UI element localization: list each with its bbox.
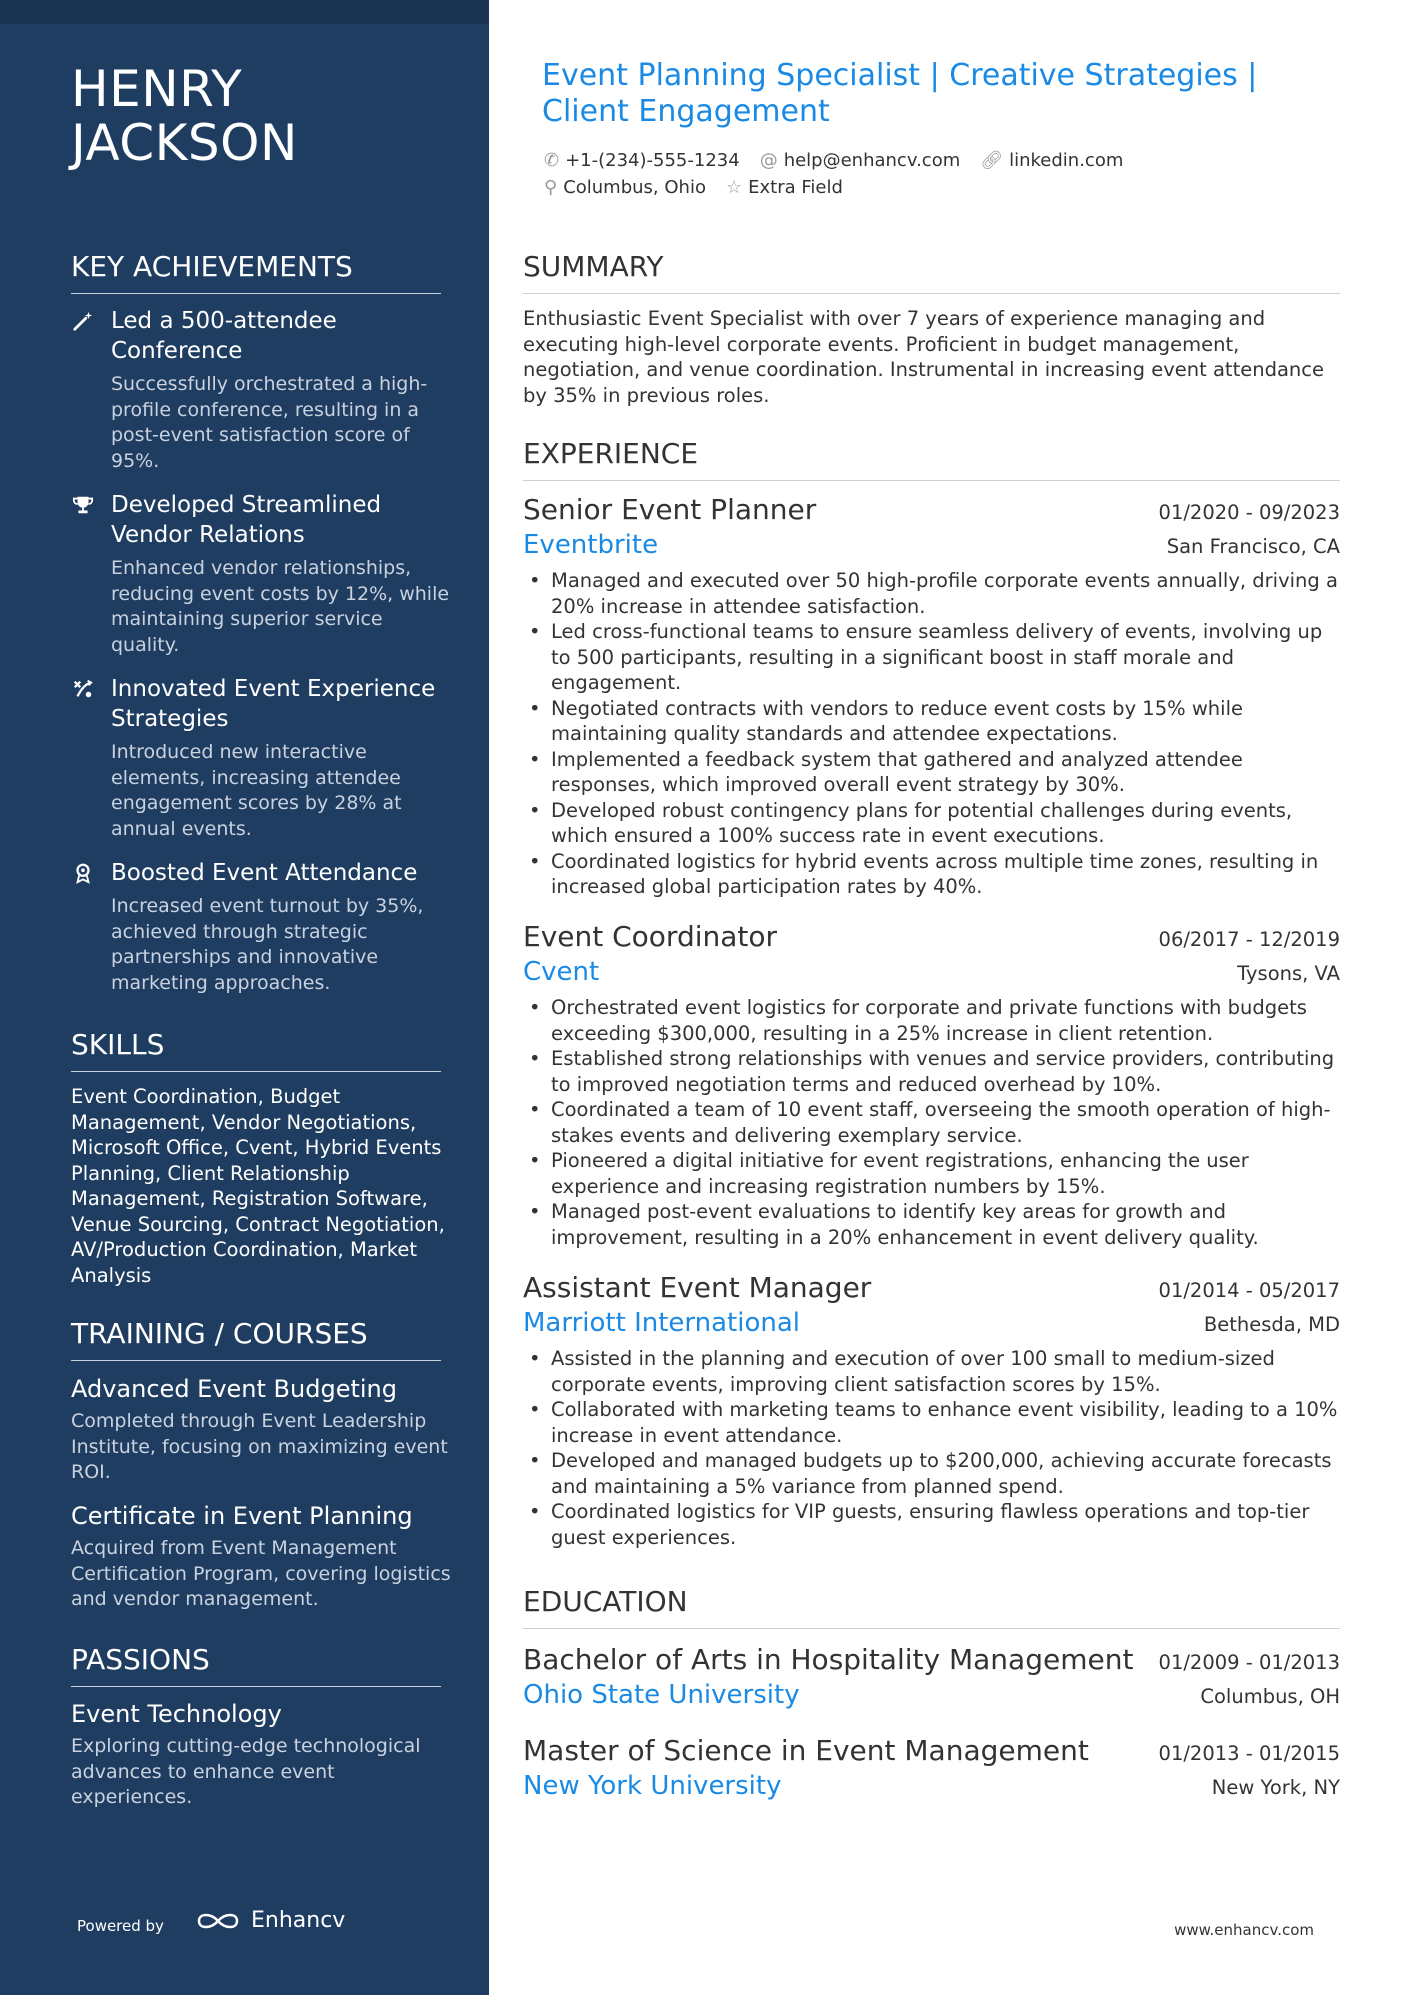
star-icon: ☆ [725,177,743,198]
training-title: Advanced Event Budgeting [71,1375,397,1403]
phone-icon: ✆ [544,150,560,171]
job-bullets [523,995,1340,1250]
skills-heading: SKILLS [71,1028,441,1072]
list-item: • Implemented a feedback system that gathered and analyzed attendee responses, which improved overall event strategy by 30%. [523,747,1340,798]
job-role: Assistant Event Manager [523,1271,872,1304]
powered-by-label: Powered by [77,1917,164,1935]
contact-row-2 [544,177,843,198]
magic-wand-icon [71,310,95,334]
candidate-name [71,62,298,170]
job-location: Bethesda, MD [1203,1313,1340,1336]
contact-linkedin[interactable]: 🔗︎ linkedin.com [980,150,1124,171]
medal-icon [71,862,95,886]
infinity-logo-icon [195,1909,241,1933]
achievement-item [71,490,451,658]
achievement-item [71,858,451,996]
passion-desc: Exploring cutting-edge technological advances to enhance event experiences. [71,1735,421,1808]
experience-heading: EXPERIENCE [523,437,1340,481]
sidebar [0,0,489,1995]
job-bullets [523,568,1340,900]
experience-item [523,493,1340,900]
edu-degree: Master of Science in Event Management [523,1734,1089,1767]
achievement-desc: Increased event turnout by 35%, achieved through strategic partnerships and innovative marketing approaches. [111,895,424,994]
passions-heading: PASSIONS [71,1643,441,1687]
edu-dates: 01/2009 - 01/2013 [1158,1651,1340,1674]
training-item [71,1501,451,1613]
list-item: • Orchestrated event logistics for corporate and private functions with budgets exceeding $300,000, resulting in a 25% increase in client retention. [523,995,1340,1046]
location-pin-icon: ⚲ [544,177,558,198]
experience-item [523,920,1340,1250]
job-dates: 06/2017 - 12/2019 [1158,928,1340,951]
training-title: Certificate in Event Planning [71,1502,413,1530]
summary-text: Enthusiastic Event Specialist with over 7 years of experience managing and executing high-level corporate events. Proficient in budget management, negotiation, and venue coordination. Instrumental in increasing event attendance by 35% in previous roles. [523,307,1324,407]
training-desc: Acquired from Event Management Certification Program, covering logistics and vendor management. [71,1537,451,1610]
job-role: Event Coordinator [523,920,778,953]
edu-school[interactable]: Ohio State University [523,1680,800,1710]
achievement-title: Boosted Event Attendance [111,860,418,886]
achievement-desc: Enhanced vendor relationships, reducing event costs by 12%, while maintaining superior service quality. [111,557,450,656]
education-heading: EDUCATION [523,1585,1340,1629]
contact-row-1 [544,150,1123,171]
contact-phone[interactable]: ✆ +1-(234)-555-1234 [544,150,740,171]
brand-name: Enhancv [251,1908,346,1933]
list-item: • Negotiated contracts with vendors to reduce event costs by 15% while maintaining quality standards and attendee expectations. [523,696,1340,747]
list-item: • Developed and managed budgets up to $200,000, achieving accurate forecasts and maintaining a 5% variance from planned spend. [523,1448,1340,1499]
list-item: • Pioneered a digital initiative for event registrations, enhancing the user experience and increasing registration numbers by 15%. [523,1148,1340,1199]
list-item: • Led cross-functional teams to ensure seamless delivery of events, involving up to 500 participants, resulting in a significant boost in staff morale and engagement. [523,619,1340,696]
headline: Event Planning Specialist | Creative Strategies | Client Engagement [542,58,1258,129]
edu-school[interactable]: New York University [523,1771,782,1801]
skills-list: Event Coordination, Budget Management, Vendor Negotiations, Microsoft Office, Cvent, Hybrid Events Planning, Client Relationship Management, Registration Software, Venue Sourcing, Contract Negotiation, AV/Production Coordination, Market Analysis [71,1085,445,1287]
at-icon: @ [759,150,778,171]
job-company[interactable]: Eventbrite [523,530,659,560]
achievements-heading: KEY ACHIEVEMENTS [71,250,441,294]
achievement-title: Innovated Event Experience Strategies [111,676,436,732]
experience-item [523,1271,1340,1550]
list-item: • Established strong relationships with venues and service providers, contributing to improved negotiation terms and reduced overhead by 10%. [523,1046,1340,1097]
education-item [523,1643,1340,1710]
training-item [71,1374,451,1486]
achievement-desc: Introduced new interactive elements, increasing attendee engagement scores by 28% at annual events. [111,741,402,840]
job-dates: 01/2014 - 05/2017 [1158,1279,1340,1302]
passion-item [71,1699,451,1811]
job-role: Senior Event Planner [523,493,817,526]
sidebar-top-band [0,0,489,24]
name-line-2: JACKSON [71,114,298,172]
education-item [523,1734,1340,1801]
trophy-icon [71,494,95,518]
training-heading: TRAINING / COURSES [71,1317,441,1361]
link-icon: 🔗︎ [980,150,1004,171]
strategy-icon [71,678,95,702]
edu-degree: Bachelor of Arts in Hospitality Management [523,1643,1134,1676]
list-item: • Coordinated a team of 10 event staff, overseeing the smooth operation of high-stakes events and delivering exemplary service. [523,1097,1340,1148]
achievement-title: Developed Streamlined Vendor Relations [111,492,382,548]
achievement-title: Led a 500-attendee Conference [111,308,337,364]
name-line-1: HENRY [71,60,243,118]
achievement-item [71,306,451,474]
job-company[interactable]: Cvent [523,957,600,987]
job-location: San Francisco, CA [1166,535,1340,558]
job-location: Tysons, VA [1237,962,1340,985]
achievement-desc: Successfully orchestrated a high-profile conference, resulting in a post-event satisfaction score of 95%. [111,373,428,472]
achievement-item [71,674,451,842]
summary-heading: SUMMARY [523,250,1340,294]
list-item: • Assisted in the planning and execution of over 100 small to medium-sized corporate events, improving client satisfaction scores by 15%. [523,1346,1340,1397]
edu-location: New York, NY [1211,1776,1340,1799]
job-bullets [523,1346,1340,1550]
list-item: • Managed and executed over 50 high-profile corporate events annually, driving a 20% increase in attendee satisfaction. [523,568,1340,619]
list-item: • Collaborated with marketing teams to enhance event visibility, leading to a 10% increase in event attendance. [523,1397,1340,1448]
footer-url[interactable]: www.enhancv.com [1174,1921,1314,1939]
contact-location: ⚲ Columbus, Ohio [544,177,706,198]
passion-title: Event Technology [71,1700,282,1728]
job-dates: 01/2020 - 09/2023 [1158,501,1340,524]
training-desc: Completed through Event Leadership Institute, focusing on maximizing event ROI. [71,1410,448,1483]
list-item: • Managed post-event evaluations to identify key areas for growth and improvement, resulting in a 20% enhancement in event delivery quality. [523,1199,1340,1250]
list-item: • Developed robust contingency plans for potential challenges during events, which ensured a 100% success rate in event executions. [523,798,1340,849]
job-company[interactable]: Marriott International [523,1308,801,1338]
contact-extra: ☆ Extra Field [725,177,843,198]
enhancv-logo[interactable] [195,1908,345,1933]
edu-dates: 01/2013 - 01/2015 [1158,1742,1340,1765]
edu-location: Columbus, OH [1200,1685,1340,1708]
contact-email[interactable]: @ help@enhancv.com [759,150,961,171]
list-item: • Coordinated logistics for VIP guests, ensuring flawless operations and top-tier guest experiences. [523,1499,1340,1550]
list-item: • Coordinated logistics for hybrid events across multiple time zones, resulting in increased global participation rates by 40%. [523,849,1340,900]
